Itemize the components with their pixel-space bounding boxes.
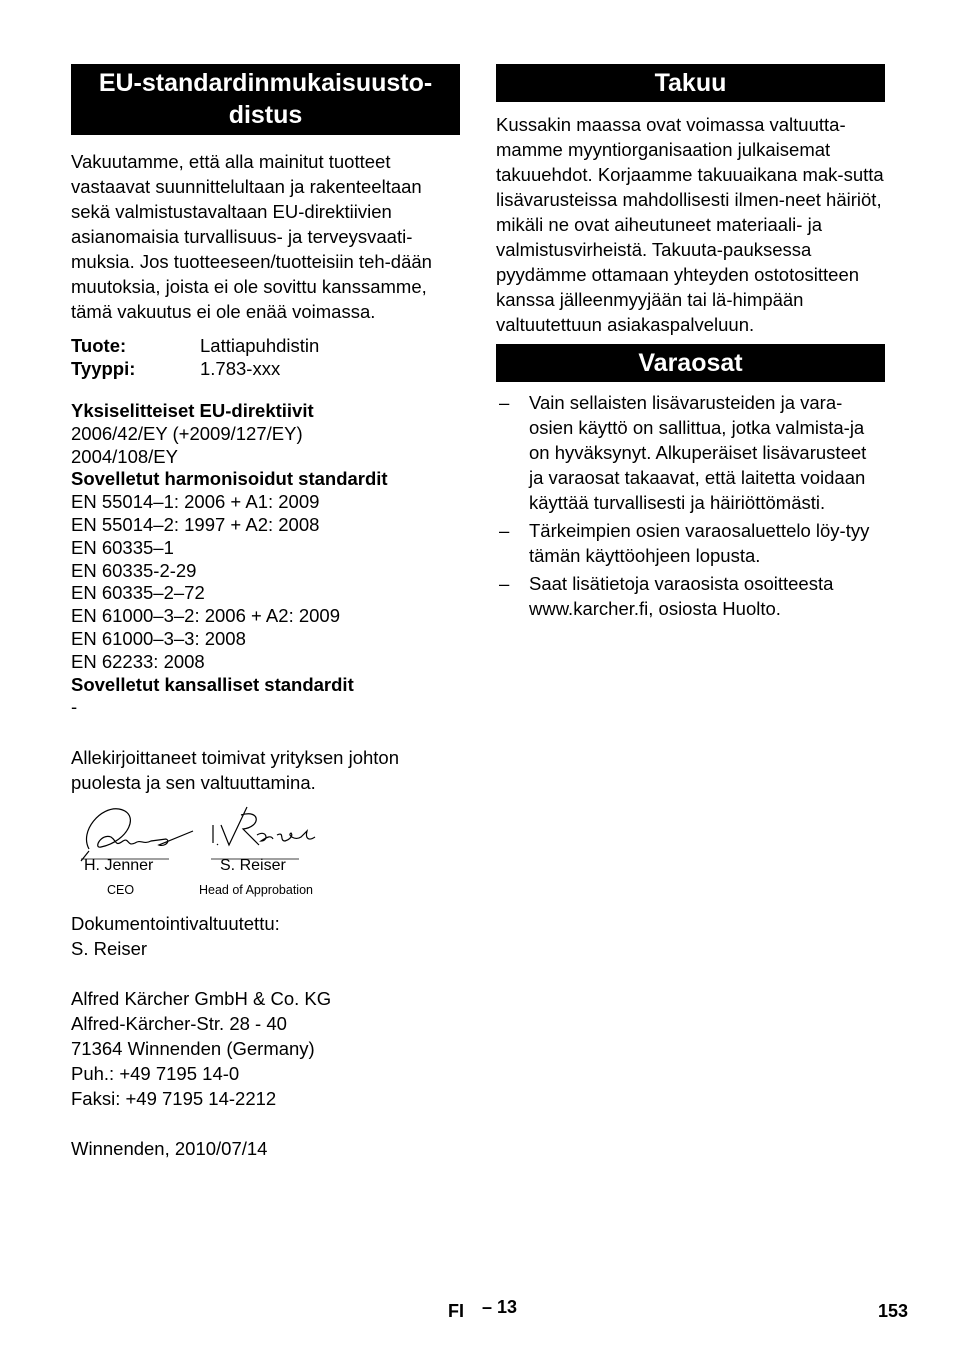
signer1-role: CEO xyxy=(107,883,135,898)
footer-page-number: 153 xyxy=(878,1301,909,1321)
list-item-text: Tärkeimpien osien varaosaluettelo löy-tyy tämän käyttöohjeen lopusta. xyxy=(529,520,870,566)
product-row xyxy=(71,334,460,357)
standard-line: EN 62233: 2008 xyxy=(71,650,205,672)
signer2-name: S. Reiser xyxy=(220,857,286,875)
type-row xyxy=(71,357,460,380)
takuu-heading: Takuu xyxy=(496,64,885,102)
standard-line: EN 60335-2-29 xyxy=(71,559,197,581)
list-item xyxy=(496,571,885,621)
signature-block xyxy=(71,801,460,911)
address-line: 71364 Winnenden (Germany) xyxy=(71,1038,315,1060)
national-heading: Sovelletut kansalliset standardit xyxy=(71,673,354,695)
directive-line: 2006/42/EY (+2009/127/EY) xyxy=(71,422,303,444)
declaration-heading xyxy=(71,64,460,135)
dash-bullet: – xyxy=(499,520,510,541)
declaration-heading-line2: distus xyxy=(228,101,303,129)
signer1-name: H. Jenner xyxy=(84,857,154,875)
takuu-text: Kussakin maassa ovat voimassa valtuutta-mamme myyntiorganisaation julkaisemat takuuehdot. Korjaamme takuuaikana mak-sutta lisävarusteissa mahdollisesti ilmen-neet häiriöt, mikäli ne ovat aiheutuneet materiaali- ja valmistusvirheistä. Takuuta-pauksessa pyydämme ottamaan yhteyden ostotositteen kanssa jälleenmyyjään tai lä-himpään valtuutettuun asiakaspalveluun. xyxy=(496,114,884,335)
standard-line: EN 61000–3–3: 2008 xyxy=(71,627,246,649)
documentation-block xyxy=(71,911,460,961)
declaration-intro: Vakuutamme, että alla mainitut tuotteet vastaavat suunnittelultaan ja rakenteeltaan sekä valmistustavaltaan EU-direktiivien asianomaisia turvallisuus- ja terveysvaati-muksia. Jos tuotteeseen/tuotteisiin teh-dään muutoksia, joista ei ole sovittu kanssamme, tämä vakuutus ei ole enää voimassa. xyxy=(71,151,432,322)
warranty-column xyxy=(496,64,885,624)
spare-parts-list xyxy=(496,390,885,621)
product-info xyxy=(71,334,460,380)
list-item xyxy=(496,518,885,568)
standard-line: EN 60335–2–72 xyxy=(71,582,205,604)
fax-line: Faksi: +49 7195 14-2212 xyxy=(71,1088,277,1110)
harmonised-heading: Sovelletut harmonisoidut standardit xyxy=(71,468,388,490)
directives-block xyxy=(71,400,460,719)
list-item-text: Saat lisätietoja varaosista osoitteesta www.karcher.fi, osiosta Huolto. xyxy=(529,573,834,619)
signer2-role: Head of Approbation xyxy=(199,883,313,898)
directive-line: 2004/108/EY xyxy=(71,445,178,467)
documentation-name: S. Reiser xyxy=(71,938,148,960)
type-value: 1.783-xxx xyxy=(200,358,281,379)
directives-heading: Yksiselitteiset EU-direktiivit xyxy=(71,400,314,421)
standard-line: EN 60335–1 xyxy=(71,536,174,558)
product-value: Lattiapuhdistin xyxy=(200,335,320,356)
dash-bullet: – xyxy=(499,392,510,413)
footer-section-page: – 13 xyxy=(482,1297,518,1317)
standard-line: EN 55014–1: 2006 + A1: 2009 xyxy=(71,491,320,513)
national-value: - xyxy=(71,696,78,718)
place-date: Winnenden, 2010/07/14 xyxy=(71,1138,268,1160)
declaration-column xyxy=(71,64,460,1161)
address-line: Alfred Kärcher GmbH & Co. KG xyxy=(71,988,332,1010)
documentation-label: Dokumentointivaltuutettu: xyxy=(71,913,280,935)
company-address xyxy=(71,986,460,1111)
type-label: Tyyppi: xyxy=(71,358,136,379)
dash-bullet: – xyxy=(499,573,510,594)
standard-line: EN 55014–2: 1997 + A2: 2008 xyxy=(71,513,320,535)
list-item-text: Vain sellaisten lisävarusteiden ja vara-osien käyttö on sallittua, jotka valmista-ja on hyväksynyt. Alkuperäiset lisävarusteet ja varaosat takaavat, että laitetta voidaan käyttää turvallisesti ja häiriöttömästi. xyxy=(529,392,867,513)
phone-line: Puh.: +49 7195 14-0 xyxy=(71,1063,240,1085)
standard-line: EN 61000–3–2: 2006 + A2: 2009 xyxy=(71,605,340,627)
list-item xyxy=(496,390,885,515)
footer-language: FI xyxy=(448,1301,464,1321)
signatories-text: Allekirjoittaneet toimivat yrityksen johton puolesta ja sen valtuuttamina. xyxy=(71,747,400,794)
declaration-heading-line1: EU-standardinmukaisuusto- xyxy=(98,69,433,97)
address-line: Alfred-Kärcher-Str. 28 - 40 xyxy=(71,1013,287,1035)
product-label: Tuote: xyxy=(71,335,127,356)
varaosat-heading: Varaosat xyxy=(496,344,885,382)
